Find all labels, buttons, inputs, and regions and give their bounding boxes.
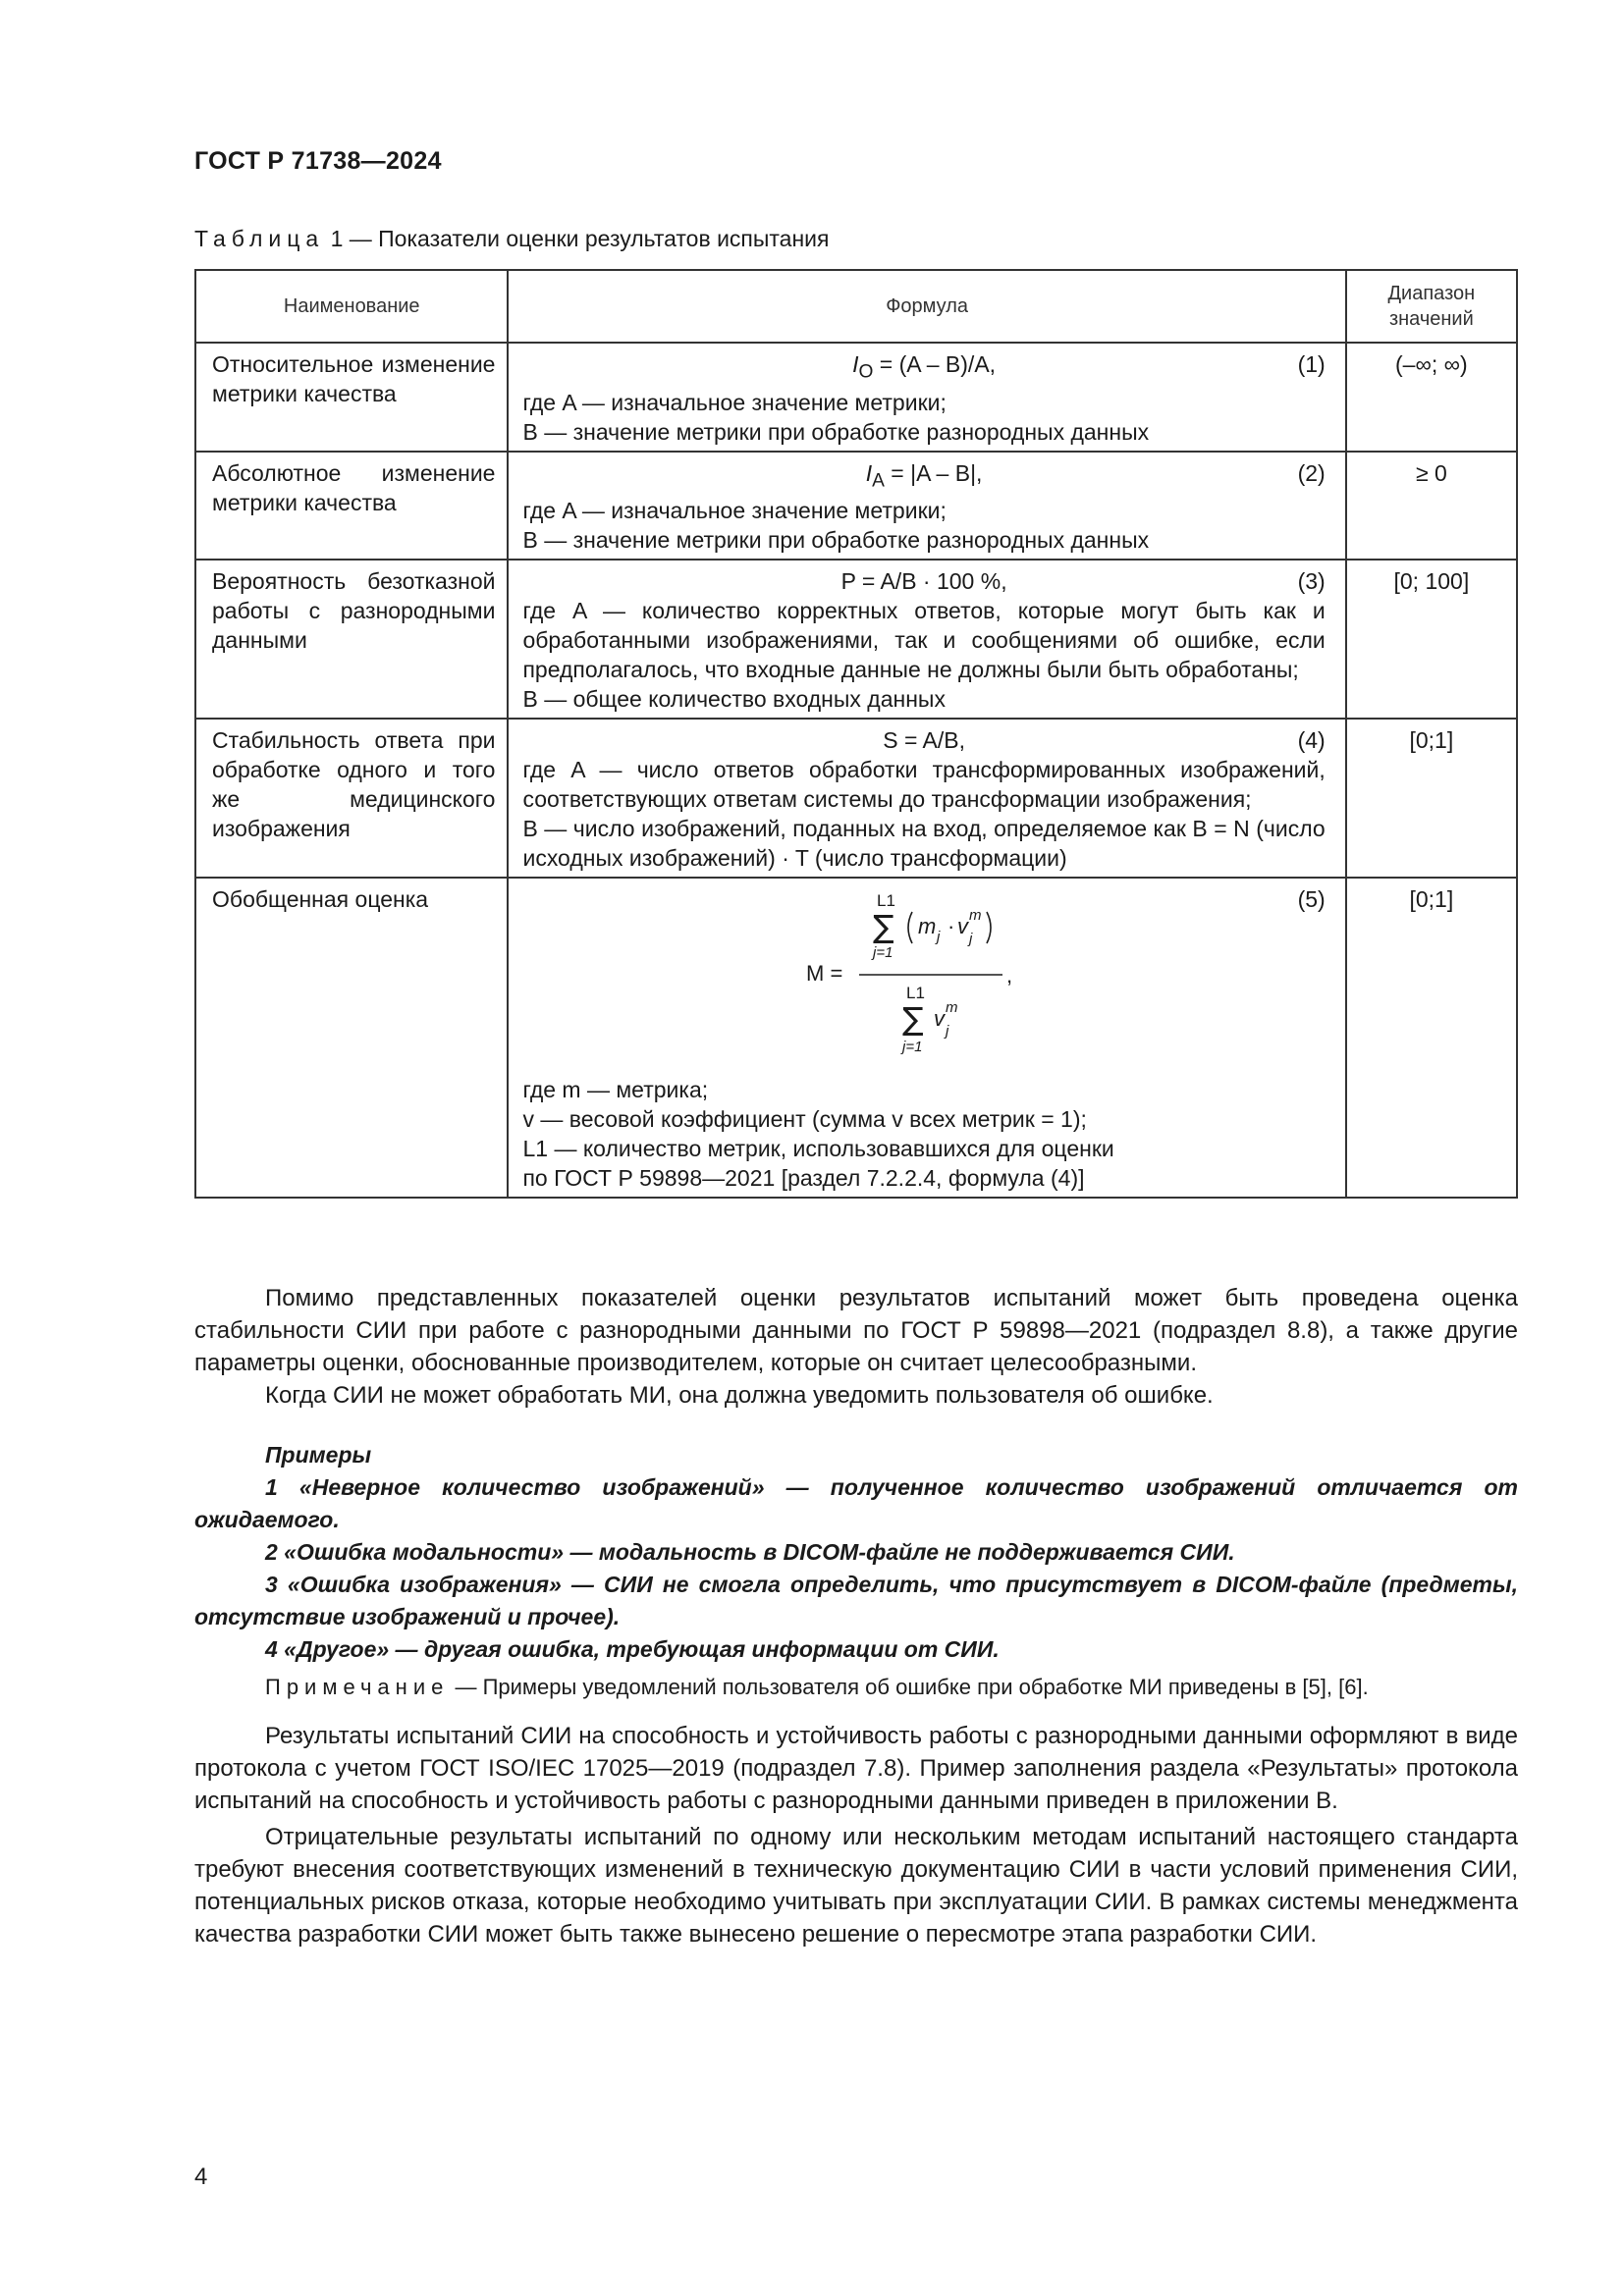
- paragraph: Помимо представленных показателей оценки результатов испытаний может быть проведена оценка стабильности СИИ при работе с разнородными данными по ГОСТ Р 59898—2021 (подраздел 8.8), а также другие параметры оценки, обоснованные производителем, которые он считает целесообразными.: [194, 1285, 1518, 1376]
- dot-operator: ·: [947, 914, 955, 939]
- example-item: 2 «Ошибка модальности» — модальность в DICOM-файле не поддерживается СИИ.: [265, 1539, 1235, 1565]
- formula-explanation: v — весовой коэффициент (сумма v всех метрик = 1);: [522, 1106, 1087, 1133]
- row-range: [0;1]: [1346, 878, 1517, 1198]
- formula-svg: [806, 892, 1042, 1059]
- formula-explanation: B — значение метрики при обработке разнородных данных: [522, 418, 1150, 445]
- equation-number: (3): [1297, 568, 1326, 595]
- formula-expression: $I_A = |A - B|$,: [865, 459, 983, 492]
- row-formula: [508, 719, 1345, 878]
- row-name: Обобщенная оценка: [195, 878, 508, 1198]
- formula-explanation: B — общее количество входных данных: [522, 686, 946, 713]
- equation-number: (4): [1297, 727, 1326, 754]
- weight-subscript: j: [969, 931, 973, 948]
- example-item: 3 «Ошибка изображения» — СИИ не смогла определить, что присутствует в DICOM-файле (предметы, отсутствие изображений и прочее).: [194, 1572, 1518, 1629]
- row-name: Абсолютное изменение метрики качества: [195, 452, 508, 561]
- row-formula: [508, 878, 1345, 1198]
- paragraph: Отрицательные результаты испытаний по одному или нескольким методам испытаний настоящего стандарта требуют внесения соответствующих изменений в техническую документацию СИИ в части условий применения СИИ, потенциальных рисков отказа, которые необходимо учитывать при эксплуатации СИИ. В рамках системы менеджмента качества разработки СИИ может быть также вынесено решение о пересмотре этапа разработки СИИ.: [194, 1824, 1518, 1948]
- metric-symbol: m: [918, 914, 937, 939]
- table-row: [195, 560, 1517, 719]
- left-paren-icon: [908, 912, 912, 943]
- equation-number: (5): [1297, 886, 1326, 913]
- weight-symbol: v: [957, 914, 969, 939]
- metrics-table: [194, 269, 1518, 1199]
- formula-comma: ,: [1006, 963, 1013, 988]
- formula-explanation: B — число изображений, поданных на вход, определяемое как B = N (число исходных изображений) · T (число трансформации): [522, 816, 1326, 872]
- note-label: Примечание: [265, 1675, 450, 1699]
- example-item: 1 «Неверное количество изображений» — полученное количество изображений отличается от ожидаемого.: [194, 1474, 1518, 1532]
- row-range: [0;1]: [1346, 719, 1517, 878]
- formula-explanation: по ГОСТ Р 59898—2021 [раздел 7.2.2.4, формула (4)]: [522, 1165, 1085, 1192]
- row-formula: [508, 560, 1345, 719]
- paragraph: Результаты испытаний СИИ на способность и устойчивость работы с разнородными данными оформляют в виде протокола с учетом ГОСТ ISO/IEC 17025—2019 (подраздел 7.8). Пример заполнения раздела «Результаты» протокола испытаний на способность и устойчивость работы с разнородными данными приведен в приложении В.: [194, 1723, 1518, 1814]
- example-item: 4 «Другое» — другая ошибка, требующая информации от СИИ.: [265, 1636, 1000, 1662]
- weight-subscript: j: [946, 1023, 949, 1041]
- row-name: Стабильность ответа при обработке одного и того же медицинского изображения: [195, 719, 508, 878]
- col-header-range: Диапазон значений: [1346, 270, 1517, 343]
- note: [194, 1673, 1518, 1702]
- table-row: [195, 452, 1517, 561]
- table-row: [195, 343, 1517, 452]
- sum-lower-limit: j=1: [873, 944, 893, 962]
- row-name: Вероятность безотказной работы с разнородными данными: [195, 560, 508, 719]
- col-header-formula: Формула: [508, 270, 1345, 343]
- weight-symbol: v: [934, 1006, 946, 1032]
- formula-explanation: B — значение метрики при обработке разнородных данных: [522, 527, 1150, 554]
- standard-id: ГОСТ Р 71738—2024: [194, 147, 442, 175]
- weight-superscript: m: [969, 907, 982, 925]
- table-caption: [194, 226, 829, 252]
- sigma-icon: ∑: [873, 908, 894, 946]
- note-text: — Примеры уведомлений пользователя об ошибке при обработке МИ приведены в [5], [6].: [449, 1675, 1369, 1699]
- paragraph: Когда СИИ не может обработать МИ, она должна уведомить пользователя об ошибке.: [265, 1382, 1214, 1409]
- formula-expression: $I_O = (A - B)/A$,: [852, 351, 997, 383]
- formula-expression: S = A/B,: [883, 727, 965, 754]
- sum-lower-limit: j=1: [902, 1039, 923, 1056]
- body-paragraphs-b: [194, 1720, 1518, 1950]
- table-row: [195, 719, 1517, 878]
- equation-number: (1): [1297, 351, 1326, 377]
- formula-explanation: где m — метрика;: [522, 1077, 709, 1103]
- formula-lhs: M =: [806, 961, 843, 987]
- page-number: 4: [194, 2163, 208, 2190]
- table-header-row: [195, 270, 1517, 343]
- row-name: Относительное изменение метрики качества: [195, 343, 508, 452]
- sum-upper-limit: L1: [906, 984, 926, 1003]
- formula-explanation: где A — число ответов обработки трансформированных изображений, соответствующих ответам системы до трансформации изображения;: [522, 757, 1326, 813]
- weight-superscript: m: [946, 999, 958, 1017]
- table-caption-text: 1 — Показатели оценки результатов испытания: [330, 226, 830, 251]
- right-paren-icon: [987, 912, 991, 943]
- formula-expression: P = A/B · 100 %,: [840, 568, 1007, 595]
- row-range: (–∞; ∞): [1346, 343, 1517, 452]
- body-paragraphs-a: [194, 1282, 1518, 1412]
- row-range: [0; 100]: [1346, 560, 1517, 719]
- col-header-name: Наименование: [195, 270, 508, 343]
- table-row: [195, 878, 1517, 1198]
- metric-subscript: j: [937, 929, 941, 946]
- row-formula: [508, 452, 1345, 561]
- row-formula: [508, 343, 1345, 452]
- examples-title: Примеры: [265, 1442, 372, 1468]
- formula-explanation: L1 — количество метрик, использовавшихся для оценки: [522, 1136, 1114, 1162]
- examples-block: [194, 1439, 1518, 1666]
- equation-number: (2): [1297, 459, 1326, 486]
- table-caption-word: Таблица: [194, 226, 325, 251]
- weighted-mean-formula: [522, 892, 1325, 1059]
- formula-explanation: где A — изначальное значение метрики;: [522, 498, 947, 524]
- formula-explanation: где A — изначальное значение метрики;: [522, 389, 947, 415]
- sigma-icon: ∑: [902, 1000, 924, 1039]
- formula-explanation: где A — количество корректных ответов, которые могут быть как и обработанными изображениями, так и сообщениями об ошибке, если предполагалось, что входные данные не должны были быть обработаны;: [522, 598, 1326, 683]
- sum-upper-limit: L1: [877, 892, 896, 911]
- row-range: ≥ 0: [1346, 452, 1517, 561]
